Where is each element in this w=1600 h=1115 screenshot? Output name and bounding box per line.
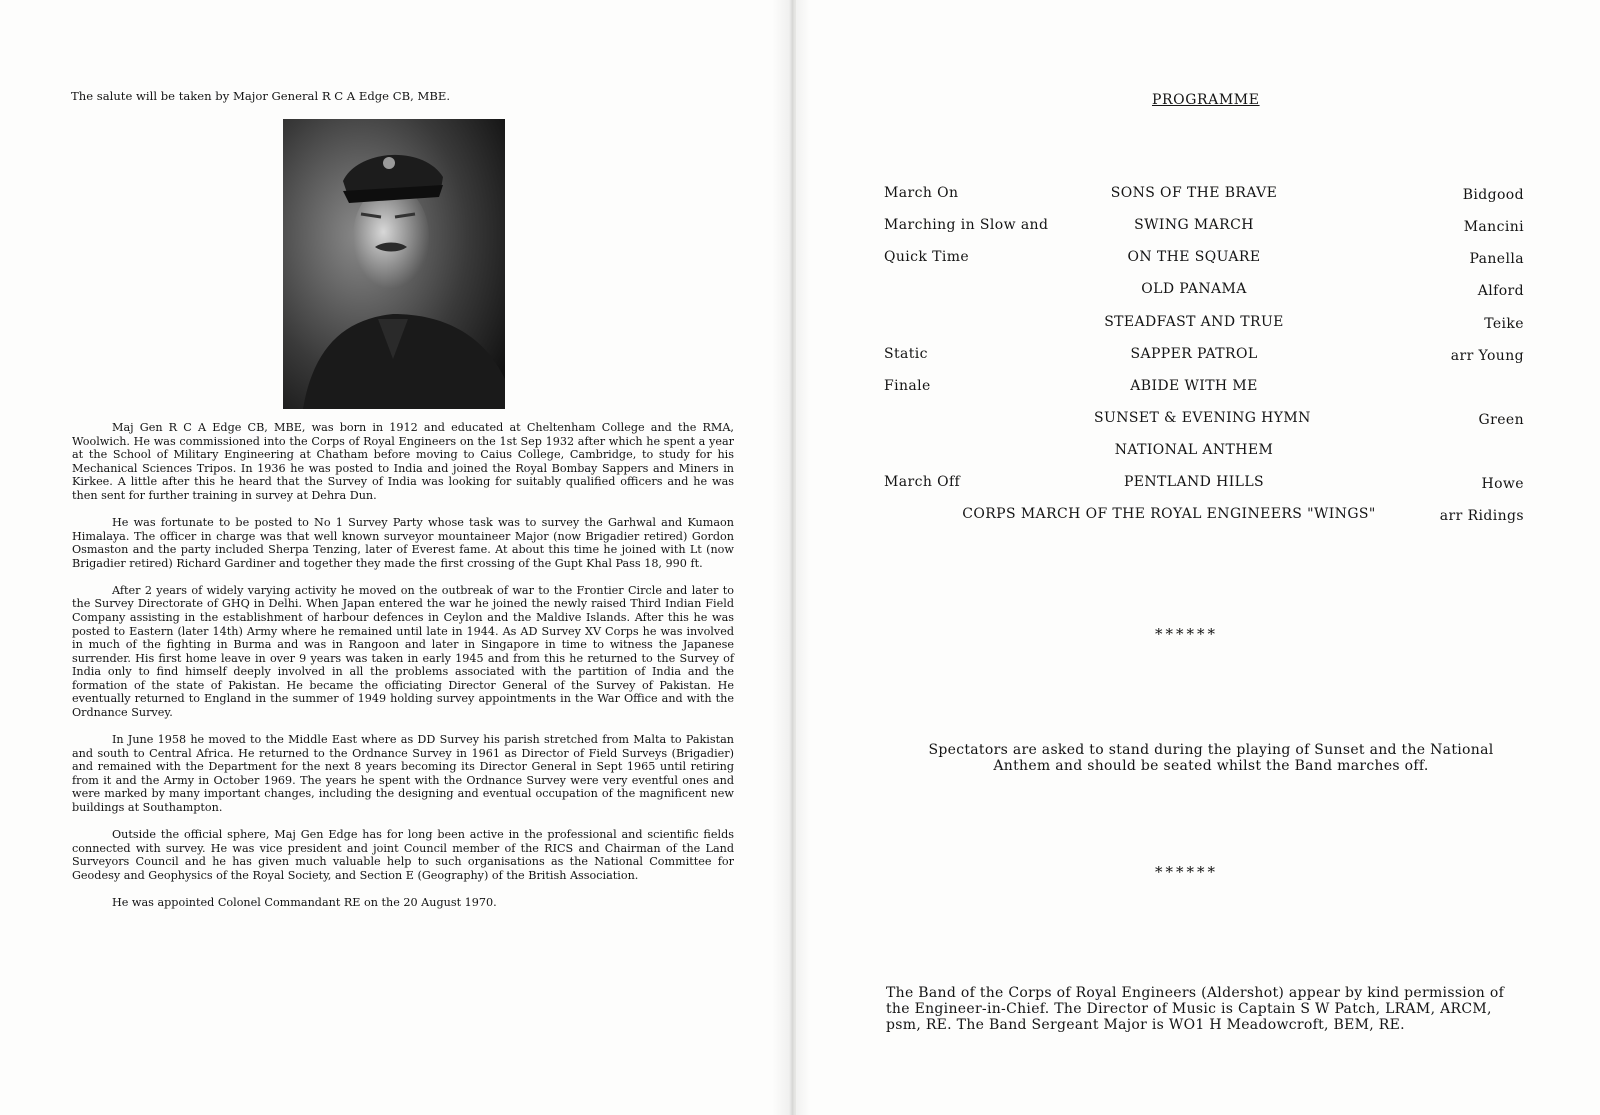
programme-row bbox=[884, 442, 1524, 464]
programme-section: Finale bbox=[884, 378, 931, 394]
salute-line: The salute will be taken by Major General R C A Edge CB, MBE. bbox=[71, 89, 451, 103]
programme-composer: Green bbox=[1478, 412, 1524, 428]
programme-composer: arr Young bbox=[1450, 348, 1524, 364]
band-credits: The Band of the Corps of Royal Engineers (Aldershot) appear by kind permission of the Engineer-in-Chief. The Director of Music is Captain S W Patch, LRAM, ARCM, psm, RE. The Band Sergeant Major is WO1 H Meadowcroft, BEM, RE. bbox=[886, 985, 1505, 1033]
programme-piece: CORPS MARCH OF THE ROYAL ENGINEERS "WINGS" bbox=[962, 506, 1376, 522]
programme-row bbox=[884, 217, 1524, 239]
bio-paragraph: After 2 years of widely varying activity he moved on the outbreak of war to the Frontier Circle and later to the Survey Directorate of GHQ in Delhi. When Japan entered the war he joined the newly raised Third Indian Field Company assisting in the establishment of harbour defences in Ceylon and the Maldive Islands. After this he was posted to Eastern (later 14th) Army where he remained until late in 1944. As AD Survey XV Corps he was involved in much of the fighting in Burma and was in Rangoon and later in Singapore in time to witness the Japanese surrender. His first home leave in over 9 years was taken in early 1945 and from this he returned to the Survey of India only to find himself deeply involved in all the problems associated with the partition of India and the formation of the state of Pakistan. He became the officiating Director General of the Survey of Pakistan. He eventually returned to England in the summer of 1949 holding survey appointments in the War Office and with the Ordnance Survey. bbox=[72, 583, 734, 720]
programme-section: Quick Time bbox=[884, 249, 970, 265]
programme-composer: Mancini bbox=[1463, 219, 1524, 235]
programme-composer: Alford bbox=[1477, 283, 1524, 299]
star-separator: ****** bbox=[1155, 863, 1218, 881]
programme-piece: SONS OF THE BRAVE bbox=[1110, 185, 1278, 201]
bio-paragraph: In June 1958 he moved to the Middle East where as DD Survey his parish stretched from Malta to Pakistan and south to Central Africa. He returned to the Ordnance Survey in 1961 as Director of Field Surveys (Brigadier) and remained with the Department for the next 8 years becoming its Director General in Sept 1965 until retiring from it and the Army in October 1969. The years he spent with the Ordnance Survey were very eventful ones and were marked by many important changes, including the designing and eventual occupation of the magnificent new buildings at Southampton. bbox=[72, 733, 734, 815]
programme-composer: Bidgood bbox=[1462, 187, 1524, 203]
programme-row bbox=[884, 410, 1524, 432]
programme-piece: STEADFAST AND TRUE bbox=[1104, 314, 1284, 330]
bio-paragraph: Maj Gen R C A Edge CB, MBE, was born in 1912 and educated at Cheltenham College and the RMA, Woolwich. He was commissioned into the Corps of Royal Engineers on the 1st Sep 1932 after which he spent a year at the School of Military Engineering at Chatham before moving to Caius College, Cambridge, to study for his Mechanical Sciences Tripos. In 1936 he was posted to India and joined the Royal Bombay Sappers and Miners in Kirkee. A little after this he heard that the Survey of India was looking for suitably qualified officers and he was then sent for further training in survey at Dehra Dun. bbox=[72, 421, 734, 502]
programme-row bbox=[884, 281, 1524, 303]
programme-composer: Teike bbox=[1484, 316, 1524, 332]
programme-piece: SUNSET & EVENING HYMN bbox=[1094, 410, 1311, 426]
programme-composer: Panella bbox=[1469, 251, 1524, 267]
spectator-notice: Spectators are asked to stand during the playing of Sunset and the National Anthem and should be seated whilst the Band marches off. bbox=[928, 742, 1494, 774]
programme-row bbox=[884, 346, 1524, 368]
programme-piece: PENTLAND HILLS bbox=[1123, 474, 1265, 490]
programme-row bbox=[884, 185, 1524, 207]
programme-row bbox=[884, 506, 1524, 528]
programme-piece: SWING MARCH bbox=[1134, 217, 1254, 233]
programme-piece: NATIONAL ANTHEM bbox=[1114, 442, 1274, 458]
biography bbox=[72, 421, 734, 923]
programme-piece: OLD PANAMA bbox=[1141, 281, 1247, 297]
portrait-photo bbox=[283, 119, 505, 409]
programme-piece: SAPPER PATROL bbox=[1130, 346, 1258, 362]
programme-row bbox=[884, 249, 1524, 271]
programme-row bbox=[884, 314, 1524, 336]
left-page bbox=[0, 0, 792, 1115]
programme-row bbox=[884, 474, 1524, 496]
programme-row bbox=[884, 378, 1524, 400]
star-separator: ****** bbox=[1155, 625, 1218, 643]
programme-piece: ON THE SQUARE bbox=[1127, 249, 1261, 265]
programme-composer: arr Ridings bbox=[1439, 508, 1524, 524]
programme-section: March On bbox=[884, 185, 959, 201]
programme-section: Static bbox=[884, 346, 928, 362]
bio-paragraph: He was fortunate to be posted to No 1 Survey Party whose task was to survey the Garhwal and Kumaon Himalaya. The officer in charge was that well known surveyor mountaineer Major (now Brigadier retired) Gordon Osmaston and the party included Sherpa Tenzing, later of Everest fame. At about this time he joined with Lt (now Brigadier retired) Richard Gardiner and together they made the first crossing of the Gupt Khal Pass 18, 990 ft. bbox=[72, 515, 734, 570]
programme-title: PROGRAMME bbox=[1152, 92, 1260, 108]
bio-paragraph: Outside the official sphere, Maj Gen Edge has for long been active in the professional and scientific fields connected with survey. He was vice president and joint Council member of the RICS and Chairman of the Land Surveyors Council and he has given much valuable help to such organisations as the National Committee for Geodesy and Geophysics of the Royal Society, and Section E (Geography) of the British Association. bbox=[72, 828, 734, 882]
programme-composer: Howe bbox=[1481, 476, 1524, 492]
right-page bbox=[796, 0, 1600, 1115]
programme-piece: ABIDE WITH ME bbox=[1130, 378, 1258, 394]
programme-section: Marching in Slow and bbox=[884, 217, 1049, 233]
programme-section: March Off bbox=[884, 474, 961, 490]
bio-paragraph: He was appointed Colonel Commandant RE on the 20 August 1970. bbox=[112, 895, 497, 909]
